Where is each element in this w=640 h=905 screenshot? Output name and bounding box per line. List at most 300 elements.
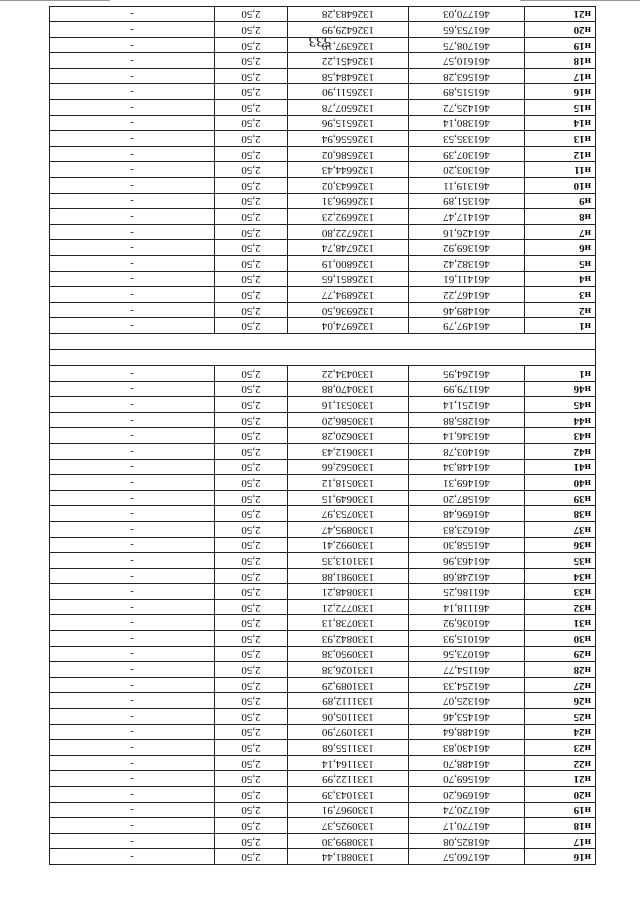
table-row <box>50 22 596 38</box>
coord-x: 461569,70 <box>409 771 525 787</box>
coord-y: 1330738,13 <box>288 615 409 631</box>
width-value: 2,50 <box>215 68 288 84</box>
point-name: н9 <box>525 193 596 209</box>
width-value: 2,50 <box>215 443 288 459</box>
table-row <box>50 693 596 709</box>
note-cell: - <box>50 131 215 147</box>
coord-y: 1330899,30 <box>288 833 409 849</box>
width-value: 2,50 <box>215 771 288 787</box>
point-name: н1 <box>525 366 596 382</box>
coord-y: 1326451,22 <box>288 53 409 69</box>
width-value: 2,50 <box>215 256 288 272</box>
table-row <box>50 506 596 522</box>
width-value: 2,50 <box>215 553 288 569</box>
note-cell: - <box>50 428 215 444</box>
table-row <box>50 131 596 147</box>
table-row <box>50 271 596 287</box>
table-row <box>50 802 596 818</box>
table-row <box>50 521 596 537</box>
coord-x: 461696,20 <box>409 787 525 803</box>
note-cell: - <box>50 224 215 240</box>
point-name: н18 <box>525 53 596 69</box>
point-name: н5 <box>525 256 596 272</box>
table-row <box>50 240 596 256</box>
coord-y: 1326692,23 <box>288 209 409 225</box>
coord-x: 461708,75 <box>409 37 525 53</box>
table-row <box>50 100 596 116</box>
coord-y: 1330753,97 <box>288 506 409 522</box>
empty-row <box>50 350 596 366</box>
width-value: 2,50 <box>215 631 288 647</box>
point-name: н43 <box>525 428 596 444</box>
coord-y: 1326484,58 <box>288 68 409 84</box>
coord-y: 1330531,16 <box>288 397 409 413</box>
note-cell: - <box>50 287 215 303</box>
width-value: 2,50 <box>215 146 288 162</box>
width-value: 2,50 <box>215 271 288 287</box>
point-name: н40 <box>525 475 596 491</box>
note-cell: - <box>50 178 215 194</box>
point-name: н39 <box>525 490 596 506</box>
note-cell: - <box>50 490 215 506</box>
width-value: 2,50 <box>215 193 288 209</box>
note-cell: - <box>50 22 215 38</box>
width-value: 2,50 <box>215 115 288 131</box>
coord-x: 461610,57 <box>409 53 525 69</box>
coord-x: 461623,83 <box>409 521 525 537</box>
table-row <box>50 568 596 584</box>
note-cell: - <box>50 53 215 69</box>
table-row <box>50 256 596 272</box>
table-row <box>50 787 596 803</box>
coord-x: 461497,79 <box>409 318 525 334</box>
coord-x: 461251,14 <box>409 397 525 413</box>
table-row <box>50 584 596 600</box>
note-cell: - <box>50 397 215 413</box>
page-number: 533 <box>308 33 332 49</box>
point-name: н6 <box>525 240 596 256</box>
width-value: 2,50 <box>215 709 288 725</box>
note-cell: - <box>50 787 215 803</box>
width-value: 2,50 <box>215 537 288 553</box>
coord-y: 1326556,94 <box>288 131 409 147</box>
point-name: н17 <box>525 833 596 849</box>
table-row <box>50 755 596 771</box>
coord-x: 461351,89 <box>409 193 525 209</box>
coord-y: 1331026,38 <box>288 662 409 678</box>
coord-x: 461425,72 <box>409 100 525 116</box>
width-value: 2,50 <box>215 84 288 100</box>
table-row <box>50 646 596 662</box>
point-name: н35 <box>525 553 596 569</box>
coord-y: 1330981,88 <box>288 568 409 584</box>
table-row <box>50 53 596 69</box>
point-name: н28 <box>525 662 596 678</box>
width-value: 2,50 <box>215 475 288 491</box>
width-value: 2,50 <box>215 318 288 334</box>
point-name: н26 <box>525 693 596 709</box>
point-name: н15 <box>525 100 596 116</box>
note-cell: - <box>50 84 215 100</box>
coord-x: 461015,93 <box>409 631 525 647</box>
width-value: 2,50 <box>215 755 288 771</box>
width-value: 2,50 <box>215 381 288 397</box>
table-row <box>50 381 596 397</box>
coord-y: 1331013,35 <box>288 553 409 569</box>
coord-y: 1330950,38 <box>288 646 409 662</box>
note-cell: - <box>50 677 215 693</box>
width-value: 2,50 <box>215 53 288 69</box>
coord-y: 1330992,41 <box>288 537 409 553</box>
coord-x: 461753,65 <box>409 22 525 38</box>
coord-x: 461563,28 <box>409 68 525 84</box>
coord-y: 1326800,19 <box>288 256 409 272</box>
width-value: 2,50 <box>215 162 288 178</box>
table-row <box>50 537 596 553</box>
point-name: н21 <box>525 771 596 787</box>
note-cell: - <box>50 37 215 53</box>
point-name: н36 <box>525 537 596 553</box>
point-name: н41 <box>525 459 596 475</box>
table-row <box>50 771 596 787</box>
point-name: н31 <box>525 615 596 631</box>
table-row <box>50 849 596 865</box>
coord-y: 1330848,21 <box>288 584 409 600</box>
width-value: 2,50 <box>215 37 288 53</box>
width-value: 2,50 <box>215 490 288 506</box>
table-row <box>50 724 596 740</box>
coord-x: 461285,88 <box>409 412 525 428</box>
table-row <box>50 459 596 475</box>
coord-y: 1326894,77 <box>288 287 409 303</box>
coord-x: 461825,08 <box>409 833 525 849</box>
coord-x: 461426,16 <box>409 224 525 240</box>
note-cell: - <box>50 68 215 84</box>
table-row <box>50 115 596 131</box>
coord-x: 461469,31 <box>409 475 525 491</box>
table-row <box>50 833 596 849</box>
note-cell: - <box>50 755 215 771</box>
note-cell: - <box>50 849 215 865</box>
note-cell: - <box>50 631 215 647</box>
table-gap <box>50 334 596 366</box>
coord-x: 461403,78 <box>409 443 525 459</box>
coord-x: 461307,39 <box>409 146 525 162</box>
note-cell: - <box>50 271 215 287</box>
note-cell: - <box>50 366 215 382</box>
point-name: н23 <box>525 740 596 756</box>
coord-y: 1326851,65 <box>288 271 409 287</box>
table-row <box>50 397 596 413</box>
point-name: н37 <box>525 521 596 537</box>
table-row <box>50 146 596 162</box>
width-value: 2,50 <box>215 802 288 818</box>
table-row <box>50 37 596 53</box>
width-value: 2,50 <box>215 240 288 256</box>
coord-x: 461179,99 <box>409 381 525 397</box>
coord-x: 461430,83 <box>409 740 525 756</box>
point-name: н29 <box>525 646 596 662</box>
width-value: 2,50 <box>215 224 288 240</box>
width-value: 2,50 <box>215 662 288 678</box>
coord-x: 461303,20 <box>409 162 525 178</box>
table-row <box>50 599 596 615</box>
table-row <box>50 631 596 647</box>
point-name: н10 <box>525 178 596 194</box>
coord-y: 1331043,39 <box>288 787 409 803</box>
note-cell: - <box>50 724 215 740</box>
coord-x: 461369,92 <box>409 240 525 256</box>
coord-y: 1331112,89 <box>288 693 409 709</box>
coord-x: 461154,77 <box>409 662 525 678</box>
coord-x: 461382,42 <box>409 256 525 272</box>
coord-y: 1330518,12 <box>288 475 409 491</box>
width-value: 2,50 <box>215 459 288 475</box>
coord-x: 461770,03 <box>409 6 525 22</box>
table-row <box>50 553 596 569</box>
coord-x: 461346,14 <box>409 428 525 444</box>
note-cell: - <box>50 240 215 256</box>
coord-x: 461186,25 <box>409 584 525 600</box>
table-row <box>50 615 596 631</box>
note-cell: - <box>50 553 215 569</box>
width-value: 2,50 <box>215 366 288 382</box>
note-cell: - <box>50 646 215 662</box>
coord-x: 461770,17 <box>409 818 525 834</box>
note-cell: - <box>50 584 215 600</box>
table-row <box>50 6 596 22</box>
width-value: 2,50 <box>215 131 288 147</box>
note-cell: - <box>50 162 215 178</box>
coord-y: 1326643,02 <box>288 178 409 194</box>
coord-x: 461448,34 <box>409 459 525 475</box>
empty-row <box>50 334 596 350</box>
width-value: 2,50 <box>215 428 288 444</box>
coord-x: 461118,14 <box>409 599 525 615</box>
point-name: н14 <box>525 115 596 131</box>
coord-y: 1326722,80 <box>288 224 409 240</box>
table-row <box>50 709 596 725</box>
coord-y: 1326511,90 <box>288 84 409 100</box>
coord-y: 1326515,96 <box>288 115 409 131</box>
table-row <box>50 302 596 318</box>
table-row <box>50 84 596 100</box>
table-row <box>50 412 596 428</box>
point-name: н7 <box>525 224 596 240</box>
coord-x: 461417,47 <box>409 209 525 225</box>
table-row <box>50 818 596 834</box>
note-cell: - <box>50 818 215 834</box>
point-name: н4 <box>525 271 596 287</box>
note-cell: - <box>50 115 215 131</box>
width-value: 2,50 <box>215 412 288 428</box>
note-cell: - <box>50 100 215 116</box>
width-value: 2,50 <box>215 584 288 600</box>
point-name: н32 <box>525 599 596 615</box>
coord-y: 1331097,90 <box>288 724 409 740</box>
coord-y: 1330895,47 <box>288 521 409 537</box>
coord-y: 1326974,04 <box>288 318 409 334</box>
coord-y: 1326397,19 <box>288 37 409 53</box>
note-cell: - <box>50 615 215 631</box>
coord-y: 1330925,37 <box>288 818 409 834</box>
table-row <box>50 740 596 756</box>
width-value: 2,50 <box>215 302 288 318</box>
coord-x: 461335,53 <box>409 131 525 147</box>
point-name: н3 <box>525 287 596 303</box>
width-value: 2,50 <box>215 506 288 522</box>
table-row <box>50 209 596 225</box>
coord-x: 461254,33 <box>409 677 525 693</box>
table-section-bottom <box>50 6 596 333</box>
note-cell: - <box>50 709 215 725</box>
note-cell: - <box>50 412 215 428</box>
note-cell: - <box>50 443 215 459</box>
point-name: н42 <box>525 443 596 459</box>
note-cell: - <box>50 506 215 522</box>
coord-y: 1330649,15 <box>288 490 409 506</box>
coord-x: 461587,20 <box>409 490 525 506</box>
note-cell: - <box>50 740 215 756</box>
coord-y: 1330772,21 <box>288 599 409 615</box>
point-name: н2 <box>525 302 596 318</box>
point-name: н11 <box>525 162 596 178</box>
point-name: н24 <box>525 724 596 740</box>
point-name: н17 <box>525 68 596 84</box>
width-value: 2,50 <box>215 787 288 803</box>
width-value: 2,50 <box>215 599 288 615</box>
point-name: н19 <box>525 802 596 818</box>
coord-x: 461380,14 <box>409 115 525 131</box>
table-row <box>50 193 596 209</box>
coord-y: 1330586,20 <box>288 412 409 428</box>
width-value: 2,50 <box>215 740 288 756</box>
width-value: 2,50 <box>215 568 288 584</box>
note-cell: - <box>50 662 215 678</box>
width-value: 2,50 <box>215 833 288 849</box>
note-cell: - <box>50 833 215 849</box>
point-name: н12 <box>525 146 596 162</box>
width-value: 2,50 <box>215 646 288 662</box>
coord-y: 1326936,50 <box>288 302 409 318</box>
coord-x: 461696,48 <box>409 506 525 522</box>
point-name: н19 <box>525 37 596 53</box>
point-name: н20 <box>525 22 596 38</box>
note-cell: - <box>50 6 215 22</box>
coord-y: 1326429,99 <box>288 22 409 38</box>
coord-y: 1330881,44 <box>288 849 409 865</box>
point-name: н33 <box>525 584 596 600</box>
width-value: 2,50 <box>215 397 288 413</box>
coord-y: 1330842,93 <box>288 631 409 647</box>
coord-y: 1330620,28 <box>288 428 409 444</box>
table-row <box>50 443 596 459</box>
width-value: 2,50 <box>215 521 288 537</box>
table-row <box>50 224 596 240</box>
coord-x: 461264,95 <box>409 366 525 382</box>
note-cell: - <box>50 599 215 615</box>
point-name: н8 <box>525 209 596 225</box>
note-cell: - <box>50 459 215 475</box>
width-value: 2,50 <box>215 818 288 834</box>
point-name: н16 <box>525 849 596 865</box>
table-row <box>50 68 596 84</box>
width-value: 2,50 <box>215 693 288 709</box>
note-cell: - <box>50 537 215 553</box>
note-cell: - <box>50 209 215 225</box>
point-name: н44 <box>525 412 596 428</box>
note-cell: - <box>50 521 215 537</box>
coord-x: 461488,70 <box>409 755 525 771</box>
table-row <box>50 662 596 678</box>
coord-y: 1330612,43 <box>288 443 409 459</box>
coord-x: 461036,92 <box>409 615 525 631</box>
width-value: 2,50 <box>215 615 288 631</box>
coord-y: 1331122,99 <box>288 771 409 787</box>
table-section-top <box>50 366 596 865</box>
table-row <box>50 287 596 303</box>
note-cell: - <box>50 318 215 334</box>
point-name: н46 <box>525 381 596 397</box>
point-name: н22 <box>525 755 596 771</box>
coord-x: 461325,07 <box>409 693 525 709</box>
coord-y: 1330967,91 <box>288 802 409 818</box>
point-name: н30 <box>525 631 596 647</box>
table-row <box>50 475 596 491</box>
coord-x: 461411,61 <box>409 271 525 287</box>
point-name: н16 <box>525 84 596 100</box>
coord-y: 1330562,66 <box>288 459 409 475</box>
coord-x: 461319,11 <box>409 178 525 194</box>
note-cell: - <box>50 693 215 709</box>
note-cell: - <box>50 193 215 209</box>
table-row <box>50 318 596 334</box>
point-name: н27 <box>525 677 596 693</box>
coord-y: 1331105,06 <box>288 709 409 725</box>
coord-x: 461073,56 <box>409 646 525 662</box>
coord-y: 1330434,22 <box>288 366 409 382</box>
coord-y: 1331164,14 <box>288 755 409 771</box>
coord-y: 1326644,43 <box>288 162 409 178</box>
point-name: н34 <box>525 568 596 584</box>
note-cell: - <box>50 256 215 272</box>
point-name: н20 <box>525 787 596 803</box>
note-cell: - <box>50 381 215 397</box>
coord-x: 461453,46 <box>409 709 525 725</box>
coord-y: 1326507,78 <box>288 100 409 116</box>
note-cell: - <box>50 475 215 491</box>
coord-y: 1326586,02 <box>288 146 409 162</box>
coord-x: 461515,89 <box>409 84 525 100</box>
coordinates-table <box>49 6 596 865</box>
coord-x: 461248,68 <box>409 568 525 584</box>
point-name: н25 <box>525 709 596 725</box>
table-row <box>50 366 596 382</box>
table-row <box>50 490 596 506</box>
coord-y: 1326696,31 <box>288 193 409 209</box>
coord-y: 1326483,28 <box>288 6 409 22</box>
width-value: 2,50 <box>215 22 288 38</box>
width-value: 2,50 <box>215 287 288 303</box>
coord-y: 1330470,88 <box>288 381 409 397</box>
table-row <box>50 178 596 194</box>
table-row <box>50 162 596 178</box>
point-name: н1 <box>525 318 596 334</box>
width-value: 2,50 <box>215 724 288 740</box>
point-name: н13 <box>525 131 596 147</box>
note-cell: - <box>50 802 215 818</box>
coord-x: 461467,22 <box>409 287 525 303</box>
